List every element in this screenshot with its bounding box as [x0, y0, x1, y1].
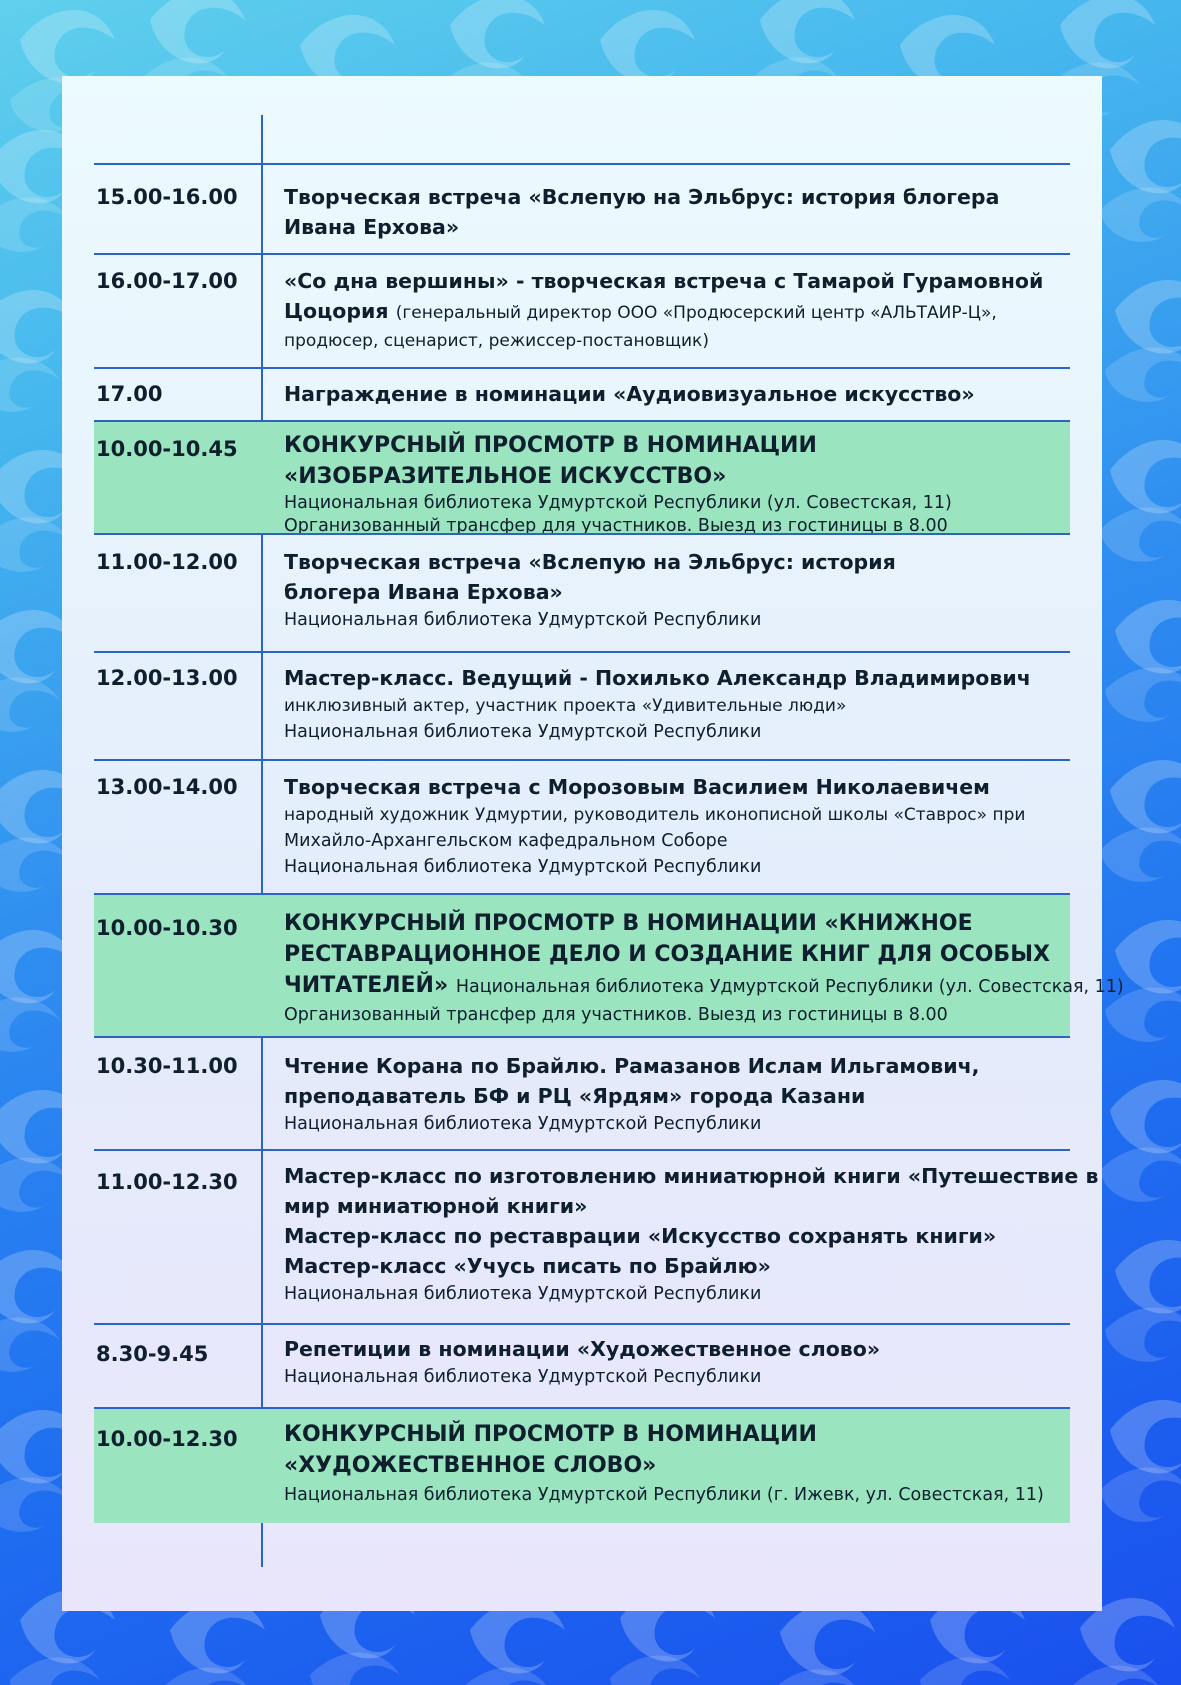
row-detail: Михайло-Архангельском кафедральном Соборе — [284, 831, 728, 851]
row-title: Ивана Ерхова» — [284, 215, 460, 239]
row-title: КОНКУРСНЫЙ ПРОСМОТР В НОМИНАЦИИ — [284, 1422, 817, 1447]
row-title-venue: Национальная библиотека Удмуртской Республики (ул. Совестская, 11) — [455, 977, 1124, 997]
schedule-row — [94, 651, 1070, 761]
row-detail: народный художник Удмуртии, руководитель иконописной школы «Ставрос» при — [284, 805, 1026, 825]
row-title-note: (генеральный директор ООО «Продюсерский центр «АЛЬТАИР-Ц», — [395, 303, 997, 323]
row-title: Мастер-класс. Ведущий - Похилько Александр Владимирович — [284, 666, 1031, 690]
schedule-row-highlight — [94, 420, 1070, 535]
row-content — [284, 908, 1124, 1027]
row-detail: Национальная библиотека Удмуртской Республики (ул. Совестская, 11) — [284, 493, 952, 513]
row-time: 15.00-16.00 — [96, 185, 238, 209]
row-detail: Национальная библиотека Удмуртской Республики — [284, 857, 762, 877]
row-title — [284, 296, 1074, 328]
row-time: 16.00-17.00 — [96, 269, 238, 293]
row-title: РЕСТАВРАЦИОННОЕ ДЕЛО И СОЗДАНИЕ КНИГ ДЛЯ ОСОБЫХ — [284, 942, 1050, 967]
row-title: «Со дна вершины» - творческая встреча с Тамарой Гурамовной — [284, 269, 1044, 293]
row-content — [284, 1419, 1074, 1509]
row-content — [284, 379, 1074, 409]
row-content — [284, 1334, 1074, 1390]
row-title: Чтение Корана по Брайлю. Рамазанов Ислам Ильгамович, — [284, 1054, 980, 1078]
row-detail: Организованный трансфер для участников. Выезд из гостиницы в 8.00 — [284, 516, 948, 536]
schedule-row — [94, 253, 1070, 369]
row-time: 11.00-12.30 — [96, 1170, 238, 1194]
row-content — [284, 547, 1074, 633]
row-title: Творческая встреча с Морозовым Василием Николаевичем — [284, 775, 990, 799]
row-time: 17.00 — [96, 382, 163, 406]
row-detail: инклюзивный актер, участник проекта «Удивительные люди» — [284, 696, 847, 716]
row-title — [284, 970, 1124, 1003]
row-title: мир миниатюрной книги» — [284, 1194, 588, 1218]
row-content — [284, 1051, 1074, 1137]
row-title: Мастер-класс по изготовлению миниатюрной книги «Путешествие в — [284, 1164, 1099, 1188]
row-detail: продюсер, сценарист, режиссер-постановщик) — [284, 331, 709, 351]
row-title: Мастер-класс по реставрации «Искусство сохранять книги» — [284, 1224, 997, 1248]
schedule-row — [94, 1149, 1099, 1325]
schedule-row — [94, 367, 1070, 422]
schedule-row — [94, 533, 1070, 653]
row-time: 10.00-12.30 — [96, 1427, 238, 1451]
row-time: 11.00-12.00 — [96, 550, 238, 574]
row-title: Награждение в номинации «Аудиовизуальное искусство» — [284, 382, 975, 406]
row-detail: Национальная библиотека Удмуртской Республики — [284, 610, 762, 630]
schedule-row — [94, 759, 1070, 895]
row-detail: Национальная библиотека Удмуртской Республики — [284, 1284, 762, 1304]
row-detail: Организованный трансфер для участников. Выезд из гостиницы в 8.00 — [284, 1005, 948, 1025]
row-title: КОНКУРСНЫЙ ПРОСМОТР В НОМИНАЦИИ «КНИЖНОЕ — [284, 911, 973, 936]
row-content — [284, 1161, 1099, 1307]
row-title: КОНКУРСНЫЙ ПРОСМОТР В НОМИНАЦИИ — [284, 433, 817, 458]
row-time: 8.30-9.45 — [96, 1342, 209, 1366]
row-title-last: ЧИТАТЕЛЕЙ» — [284, 973, 449, 998]
row-title: «ИЗОБРАЗИТЕЛЬНОЕ ИСКУССТВО» — [284, 464, 727, 489]
row-content — [284, 430, 1074, 538]
row-title: Творческая встреча «Вслепую на Эльбрус: история — [284, 550, 896, 574]
row-detail: Национальная библиотека Удмуртской Республики — [284, 1367, 762, 1387]
row-title: преподаватель БФ и РЦ «Ярдям» города Казани — [284, 1084, 866, 1108]
row-title: «ХУДОЖЕСТВЕННОЕ СЛОВО» — [284, 1453, 657, 1478]
row-title: Мастер-класс «Учусь писать по Брайлю» — [284, 1254, 771, 1278]
row-time: 13.00-14.00 — [96, 775, 238, 799]
row-content — [284, 266, 1074, 354]
schedule-row-highlight — [94, 893, 1124, 1038]
schedule-row — [94, 1036, 1070, 1151]
row-time: 10.30-11.00 — [96, 1054, 238, 1078]
row-time: 12.00-13.00 — [96, 666, 238, 690]
row-detail: Национальная библиотека Удмуртской Республики — [284, 1114, 762, 1134]
row-title-name: Цоцория — [284, 299, 389, 323]
row-title: Творческая встреча «Вслепую на Эльбрус: история блогера — [284, 185, 1000, 209]
schedule-row — [94, 163, 1070, 255]
row-title: блогера Ивана Ерхова» — [284, 580, 563, 604]
row-time: 10.00-10.45 — [96, 437, 238, 461]
row-time: 10.00-10.30 — [96, 916, 238, 940]
row-content — [284, 182, 1074, 242]
row-detail: Национальная библиотека Удмуртской Республики — [284, 722, 762, 742]
schedule-row — [94, 1323, 1070, 1409]
row-content — [284, 663, 1074, 745]
row-title: Репетиции в номинации «Художественное слово» — [284, 1337, 881, 1361]
row-detail: Национальная библиотека Удмуртской Республики (г. Ижевк, ул. Совестская, 11) — [284, 1485, 1044, 1505]
schedule-row-highlight — [94, 1407, 1070, 1523]
row-content — [284, 772, 1074, 880]
